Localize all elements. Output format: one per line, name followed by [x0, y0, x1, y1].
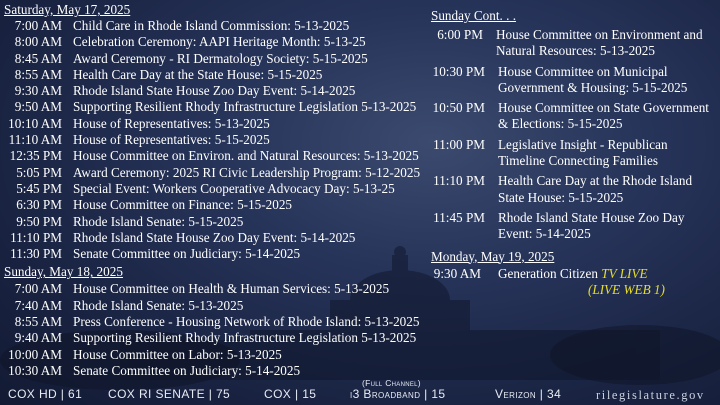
channel-i3-broadband: i3 Broadband | 15	[350, 387, 446, 401]
item-time: 7:00 AM	[14, 281, 62, 297]
list-item	[4, 230, 430, 246]
item-time: 11:00 PM	[433, 136, 485, 152]
item-desc: Award Ceremony: 2025 RI Civic Leadership Program: 5-12-2025	[73, 164, 421, 180]
channel-cox-hd: COX HD | 61	[8, 387, 83, 401]
item-time: 9:40 AM	[14, 330, 62, 346]
item-desc: Rhode Island State House Zoo Day Event: 5-14-2025	[498, 209, 685, 242]
list-item	[4, 51, 430, 67]
item-time: 10:00 AM	[8, 346, 62, 362]
item-time: 11:10 AM	[8, 132, 62, 148]
item-desc: Special Event: Workers Cooperative Advocacy Day: 5-13-25	[73, 180, 395, 196]
item-desc: Rhode Island Senate: 5-13-2025	[73, 297, 244, 313]
item-time: 11:45 PM	[433, 209, 485, 225]
list-item	[4, 18, 430, 34]
site-url: rilegislature.gov	[596, 388, 705, 402]
list-item	[4, 197, 430, 213]
item-time: 8:55 AM	[14, 314, 62, 330]
live-web-label: (LIVE WEB 1)	[588, 281, 665, 297]
item-time: 9:50 PM	[16, 213, 62, 229]
item-time: 8:00 AM	[14, 34, 62, 50]
list-item	[4, 181, 430, 197]
item-desc: House Committee on Labor: 5-13-2025	[73, 346, 282, 362]
list-item	[4, 34, 430, 50]
item-time: 9:30 AM	[14, 83, 62, 99]
channel-cox-ri-senate: COX RI SENATE | 75	[108, 387, 231, 401]
item-time: 10:50 PM	[432, 100, 485, 116]
list-item	[4, 330, 430, 346]
item-desc: Legislative Insight - Republican Timeline Connecting Families	[498, 136, 668, 169]
item-time: 9:30 AM	[433, 265, 481, 281]
item-desc: Senate Committee on Judiciary: 5-14-2025	[73, 362, 301, 378]
list-item	[4, 281, 430, 297]
item-time: 11:30 PM	[10, 246, 62, 262]
item-time: 10:30 PM	[432, 63, 485, 79]
item-time: 5:45 PM	[16, 180, 62, 196]
item-time: 12:35 PM	[9, 148, 62, 164]
saturday-list	[4, 18, 430, 262]
item-time: 10:10 AM	[8, 115, 62, 131]
item-desc: House Committee on Municipal Government & Housing: 5-15-2025	[498, 63, 688, 95]
item-desc: Celebration Ceremony: AAPI Heritage Month: 5-13-25	[73, 34, 366, 50]
list-item	[431, 64, 717, 97]
item-time: 11:10 PM	[10, 229, 62, 245]
list-item	[431, 173, 717, 206]
list-item	[4, 314, 430, 330]
list-item	[4, 99, 430, 115]
sunday-monday-column	[431, 8, 717, 298]
item-desc: Rhode Island State House Zoo Day Event: 5-14-2025	[73, 83, 356, 99]
channel-verizon: Verizon | 34	[495, 387, 562, 401]
item-desc: House Committee on Environment and Natural Resources: 5-13-2025	[496, 27, 703, 59]
item-time: 7:00 AM	[14, 18, 62, 33]
list-item	[4, 298, 430, 314]
item-desc: House Committee on Finance: 5-15-2025	[73, 197, 293, 213]
item-desc-text: Generation Citizen	[498, 265, 602, 281]
item-time: 8:45 AM	[14, 50, 62, 66]
sunday-cont-list	[431, 27, 717, 243]
list-item	[4, 116, 430, 132]
full-channel-note: (Full Channel)	[362, 378, 421, 388]
list-item	[4, 165, 430, 181]
item-desc: House of Representatives: 5-15-2025	[73, 132, 270, 148]
item-desc: Press Conference - Housing Network of Rhode Island: 5-13-2025	[73, 314, 420, 330]
list-item	[4, 148, 430, 164]
item-desc: Rhode Island Senate: 5-15-2025	[73, 213, 244, 229]
item-desc: House Committee on Environ. and Natural Resources: 5-13-2025	[73, 148, 419, 164]
channel-footer	[0, 378, 720, 405]
item-desc: House Committee on Health & Human Services: 5-13-2025	[73, 281, 390, 297]
list-item	[4, 363, 430, 379]
list-item	[4, 83, 430, 99]
item-time: 8:55 AM	[14, 66, 62, 82]
item-desc: Supporting Resilient Rhody Infrastructure Legislation 5-13-2025	[73, 99, 417, 115]
monday-header: Monday, May 19, 2025	[431, 248, 555, 264]
item-time: 11:10 PM	[433, 173, 485, 189]
item-desc: House of Representatives: 5-13-2025	[73, 115, 270, 131]
item-desc: Supporting Resilient Rhody Infrastructure Legislation 5-13-2025	[73, 330, 417, 346]
list-item	[431, 27, 717, 60]
item-time: 7:40 AM	[14, 297, 62, 313]
sunday-cont-header: Sunday Cont. . .	[431, 8, 516, 23]
item-desc: House Committee on State Government & Elections: 5-15-2025	[498, 100, 709, 132]
list-item	[4, 67, 430, 83]
item-desc: Award Ceremony - RI Dermatology Society: 5-15-2025	[73, 50, 368, 66]
saturday-header: Saturday, May 17, 2025	[4, 2, 131, 17]
list-item	[431, 266, 717, 282]
item-time: 9:50 AM	[14, 99, 62, 115]
item-desc: Senate Committee on Judiciary: 5-14-2025	[73, 246, 301, 262]
channel-cox: COX | 15	[264, 387, 317, 401]
tv-live-label: TV LIVE	[601, 265, 648, 281]
item-time: 6:30 PM	[16, 197, 62, 213]
sunday-header: Sunday, May 18, 2025	[4, 264, 123, 280]
item-time: 6:00 PM	[437, 27, 483, 42]
list-item	[4, 347, 430, 363]
saturday-sunday-column	[4, 2, 430, 379]
item-time: 10:30 AM	[8, 362, 62, 378]
item-time: 5:05 PM	[16, 164, 62, 180]
list-item	[431, 210, 717, 243]
list-item	[431, 137, 717, 170]
list-item	[4, 214, 430, 230]
sunday-list	[4, 281, 430, 379]
item-desc: Health Care Day at the State House: 5-15-2025	[73, 66, 323, 82]
item-desc: Child Care in Rhode Island Commission: 5-13-2025	[73, 18, 350, 33]
list-item	[4, 246, 430, 262]
item-desc: Rhode Island State House Zoo Day Event: 5-14-2025	[73, 229, 356, 245]
list-item	[4, 132, 430, 148]
list-item	[431, 100, 717, 133]
item-desc: Health Care Day at the Rhode Island State House: 5-15-2025	[498, 173, 693, 205]
item-desc	[481, 266, 717, 282]
